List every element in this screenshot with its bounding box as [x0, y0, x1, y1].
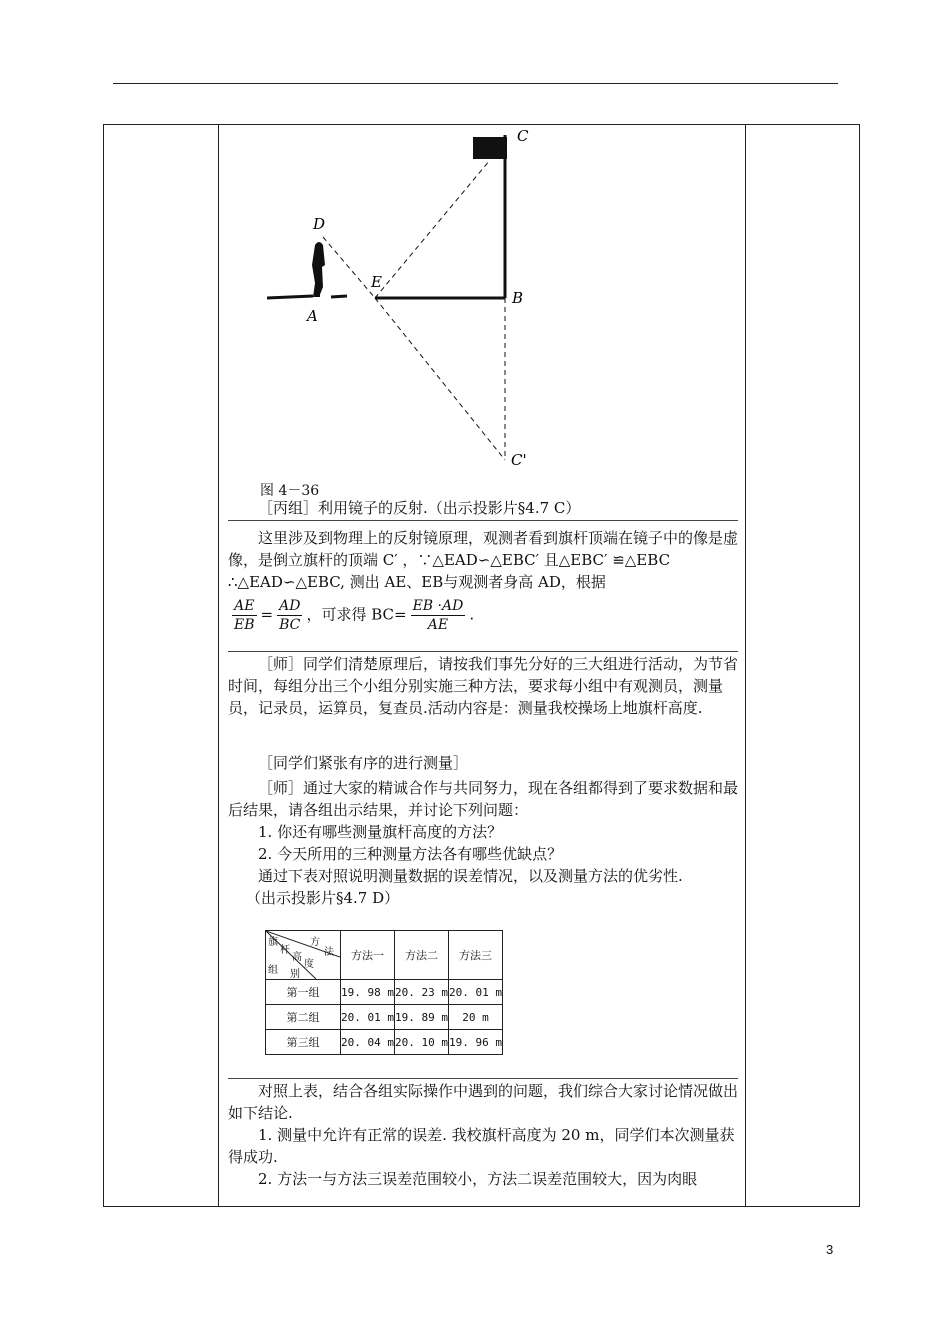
label-a: A — [307, 307, 318, 325]
table-cell: 19. 89 m — [395, 1005, 449, 1030]
teacher-discussion: ［师］通过大家的精诚合作与共同努力，现在各组都得到了要求数据和最后结果，请各组出示结果，并讨论下列问题： 1. 你还有哪些测量旗杆高度的方法？ 2. 今天所用的三种测量方法各有哪些优缺点？ 通过下表对照说明测量数据的误差情况，以及测量方法的优劣性. （出示投影片§4.7 D） — [228, 779, 739, 907]
diagonal-header-cell: 旗 杆 高 度 方 法 组 别 — [266, 931, 341, 980]
page-number: 3 — [826, 1242, 834, 1257]
question-2: 2. 今天所用的三种测量方法各有哪些优缺点？ — [258, 845, 563, 863]
table-cell: 19. 96 m — [449, 1030, 503, 1055]
students-measuring: ［同学们紧张有序的进行测量］ — [258, 754, 469, 772]
teacher-instructions: ［师］同学们清楚原理后，请按我们事先分好的三大组进行活动，为节省时间，每组分出三个小组分别实施三种方法，要求每小组中有观测员，测量员，记录员，运算员，复查员.活动内容是：测量我校操场上地旗杆高度. — [228, 655, 739, 717]
table-intro: 通过下表对照说明测量数据的误差情况，以及测量方法的优劣性. — [258, 867, 683, 885]
ray-d-e — [323, 237, 375, 298]
flag-shape — [473, 137, 507, 159]
ground-a — [267, 296, 313, 298]
table-row — [266, 1005, 503, 1030]
column-header: 方法三 — [449, 931, 503, 980]
section-bing-body — [228, 527, 738, 634]
row-label: 第一组 — [266, 980, 341, 1005]
header-rule — [113, 83, 838, 84]
table-cell: 20 m — [449, 1005, 503, 1030]
formula-line: $\frac{AE}{EB}$ = $\frac{AD}{BC}$ ，可求得 BC= $\frac{EB \cdot AD}{AE}$ . — [234, 598, 475, 633]
label-c-prime: C' — [511, 451, 527, 469]
conclusion-1: 1. 测量中允许有正常的误差. 我校旗杆高度为 20 m，同学们本次测量获得成功. — [228, 1126, 735, 1166]
column-divider-right — [745, 124, 746, 1207]
mirror-reflection-diagram — [255, 125, 555, 475]
label-b: B — [512, 289, 524, 307]
table-cell: 20. 01 m — [341, 1005, 395, 1030]
conclusion-2: 2. 方法一与方法三误差范围较小，方法二误差范围较大，因为肉眼 — [258, 1170, 698, 1188]
ray-e-cprime — [375, 298, 505, 460]
rule-3 — [228, 1078, 738, 1079]
fraction-ae-eb: $\frac{AE}{EB}$ — [234, 598, 255, 633]
label-d: D — [313, 215, 326, 233]
table-cell: 20. 10 m — [395, 1030, 449, 1055]
conclusion-intro: 对照上表，结合各组实际操作中遇到的问题，我们综合大家讨论情况做出如下结论. — [228, 1082, 739, 1122]
column-header: 方法二 — [395, 931, 449, 980]
fraction-ad-bc: $\frac{AD}{BC}$ — [279, 598, 301, 633]
table-cell: 20. 04 m — [341, 1030, 395, 1055]
label-c: C — [517, 127, 529, 145]
rule-1 — [228, 520, 738, 521]
label-e: E — [371, 273, 382, 291]
table-row — [266, 1030, 503, 1055]
row-label: 第二组 — [266, 1005, 341, 1030]
bing-paragraph: 这里涉及到物理上的反射镜原理，观测者看到旗杆顶端在镜子中的像是虚像，是倒立旗杆的顶端 C′ ，∵△EAD∽△EBC′ 且△EBC′ ≌△EBC ∴△EAD∽△EBC, 测出 AE、EB与观测者身高 AD，根据 — [228, 529, 739, 591]
rule-2 — [228, 651, 738, 652]
table-cell: 20. 01 m — [449, 980, 503, 1005]
table-cell: 20. 23 m — [395, 980, 449, 1005]
column-divider-left — [218, 124, 219, 1207]
figure-caption: 图 4－36 — [260, 483, 320, 499]
section-bing-title: ［丙组］利用镜子的反射.（出示投影片§4.7 C） — [258, 499, 581, 517]
question-1: 1. 你还有哪些测量旗杆高度的方法？ — [258, 823, 503, 841]
fraction-result: $\frac{EB \cdot AD}{AE}$ — [412, 598, 464, 633]
ray-e-c — [375, 160, 490, 298]
table-cell: 19. 98 m — [341, 980, 395, 1005]
slide-d: （出示投影片§4.7 D） — [246, 889, 400, 907]
column-header: 方法一 — [341, 931, 395, 980]
conclusions — [228, 1080, 738, 1190]
row-label: 第三组 — [266, 1030, 341, 1055]
measurement-table — [265, 930, 503, 1055]
table-row — [266, 980, 503, 1005]
